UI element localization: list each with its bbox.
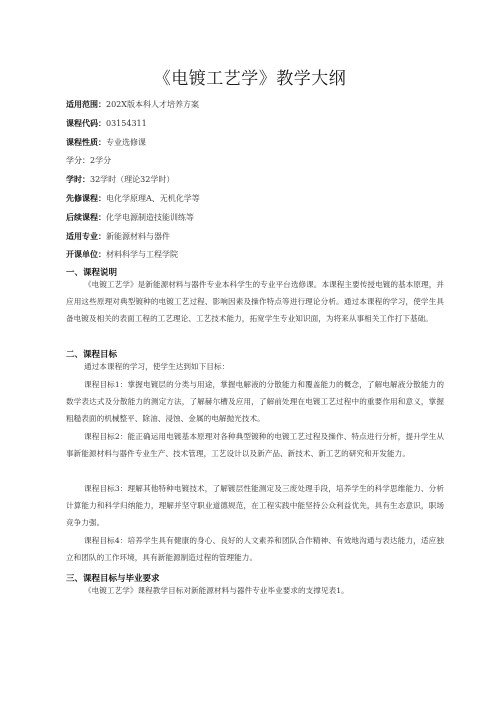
meta-row-followups [66,209,446,228]
meta-key: 课程代码： [66,118,106,128]
meta-row-department [66,246,446,265]
meta-value: 03154311 [106,118,147,128]
meta-key: 适用范围： [66,100,106,109]
meta-key: 课程性质： [66,137,106,147]
meta-key: 先修课程： [66,193,106,203]
meta-key: 后续课程： [66,212,106,222]
course-goals-intro: 通过本课程的学习，使学生达到如下目标： [84,362,230,371]
course-info-block [66,96,446,265]
meta-key: 适用专业： [66,231,106,241]
goals-requirements-paragraph: 《电镀工艺学》课程教学目标对新能源材料与器件专业毕业要求的支撑见表1。 [84,586,349,595]
section-heading-goals-and-requirements: 三、课程目标与毕业要求 [66,574,160,584]
meta-key: 学时： [66,175,90,185]
course-goal-3: 课程目标3：理解其他特种电镀技术，了解镀层性能测定及三废处理手段，培养学生的科学思维能力、分析计算能力和科学归纳能力，理解并坚守职业道德规范，在工程实践中能坚持公众利益优先，具有生态意识，职场竞争力强。 [66,484,444,527]
meta-value: 202X版本科人才培养方案 [106,100,199,109]
course-goal-4: 课程目标4：培养学生具有健康的身心、良好的人文素养和团队合作精神、有效地沟通与表达能力，适应独立和团队的工作环境，具有新能源制造过程的管理能力。 [66,536,444,562]
meta-value: 新能源材料与器件 [106,231,170,241]
meta-row-major [66,228,446,247]
meta-row-prerequisites [66,190,446,209]
meta-value: 电化学原理A、无机化学等 [106,193,200,203]
document-title: 《电镀工艺学》教学大纲 [153,69,347,89]
section-heading-course-description: 一、课程说明 [66,268,118,278]
meta-value: 2学分 [90,156,112,166]
meta-value: 化学电源制造技能训练等 [106,212,194,222]
meta-row-hours [66,171,446,190]
meta-row-credits [66,152,446,171]
course-description-paragraph: 《电镀工艺学》是新能源材料与器件专业本科学生的专业平台选修课。本课程主要传授电镀的基本原理，并应用这些原理对典型镀种的电镀工艺过程、影响因素及操作特点等进行理论分析。通过本课程的学习，使学生具备电镀及相关的表面工程的工艺理论、工艺技术能力，拓宽学生专业知识面，为将来从事相关工作打下基础。 [66,280,444,323]
meta-row-code [66,115,446,134]
meta-value: 材料科学与工程学院 [106,250,178,260]
meta-key: 开课单位： [66,250,106,260]
meta-row-scope [66,96,446,115]
meta-row-nature [66,134,446,153]
meta-key: 学分： [66,156,90,166]
section-heading-course-goals: 二、课程目标 [66,350,118,360]
meta-value: 专业选修课 [106,137,146,147]
course-goal-1: 课程目标1：掌握电镀层的分类与用途，掌握电解液的分散能力和覆盖能力的概念，了解电解液分散能力的数学表达式及分散能力的测定方法，了解赫尔槽及应用，了解前处理在电镀工艺过程中的重要作用和意义，掌握粗糙表面的机械整平、除油、浸蚀、金属的电解抛光技术。 [66,380,444,423]
meta-value: 32学时（理论32学时） [90,175,175,185]
course-goal-2: 课程目标2：能正确运用电镀基本原理对各种典型镀种的电镀工艺过程及操作、特点进行分析，提升学生从事新能源材料与器件专业生产、技术管理，工艺设计以及新产品、新技术、新工艺的研究和开发能力。 [66,432,444,458]
